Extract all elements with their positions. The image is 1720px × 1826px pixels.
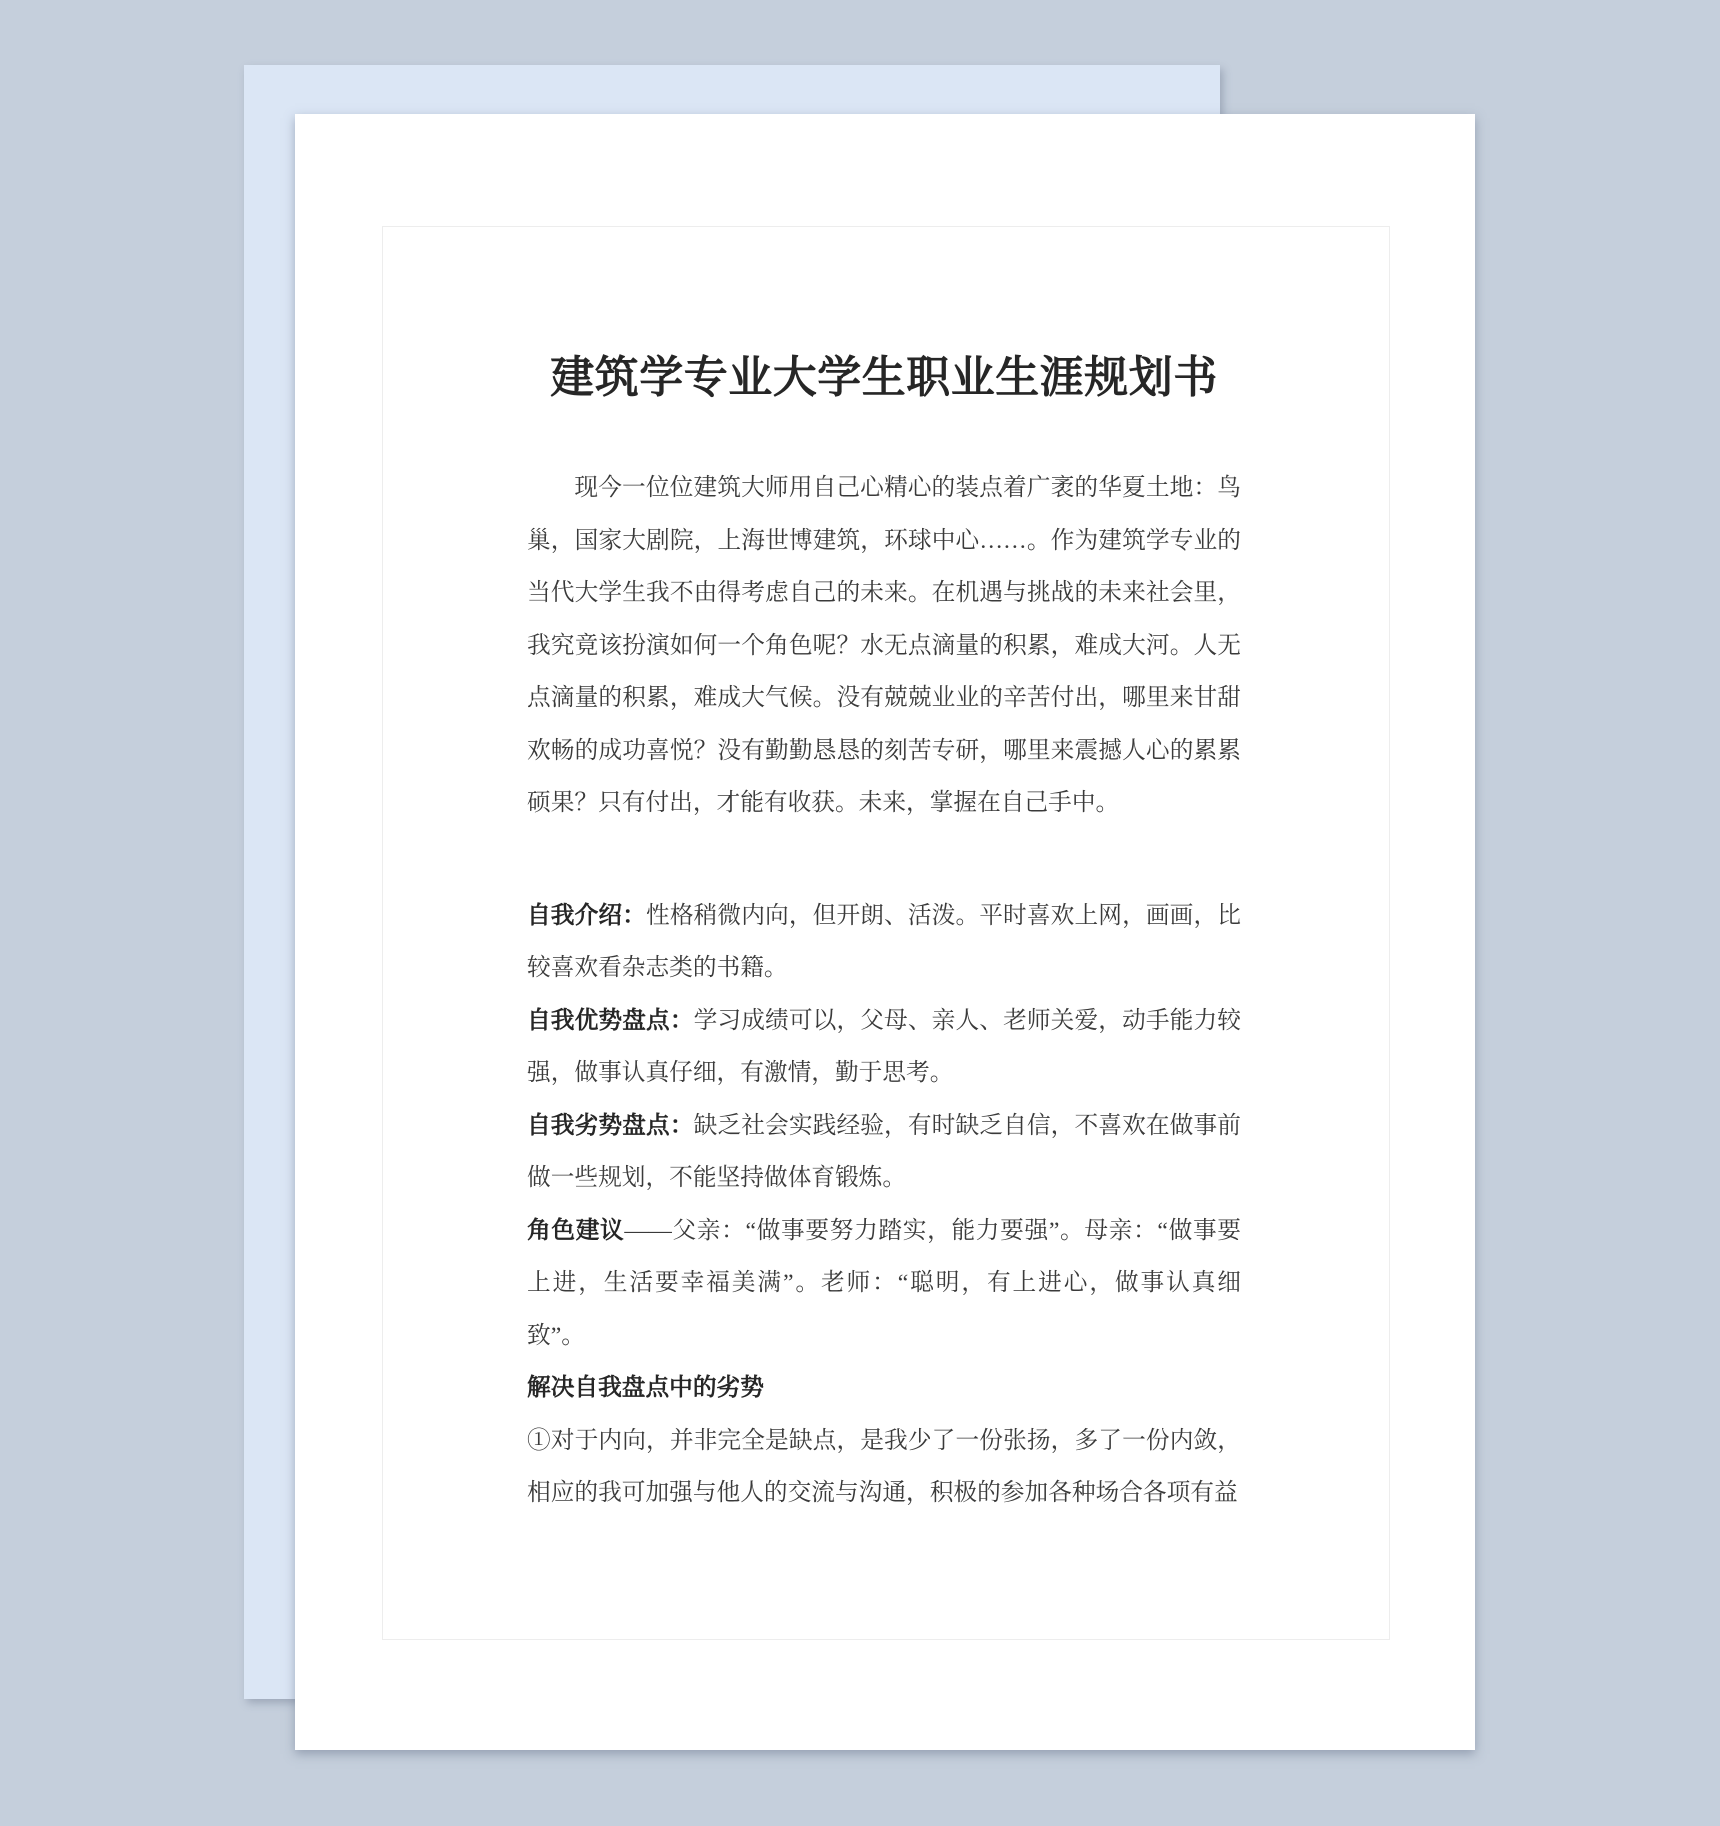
subheading-solve-weaknesses: 解决自我盘点中的劣势 <box>527 1375 764 1401</box>
section-text: ——父亲：“做事要努力踏实，能力要强”。母亲：“做事要上进，生活要幸福美满”。老师：“聪明，有上进心，做事认真细致”。 <box>527 1217 1241 1349</box>
section-text: 学习成绩可以，父母、亲人、老师关爱，动手能力较强，做事认真仔细，有激情，勤于思考。 <box>527 1007 1241 1086</box>
section-label: 自我优势盘点： <box>527 1007 694 1034</box>
section-text: 缺乏社会实践经验，有时缺乏自信，不喜欢在做事前做一些规划，不能坚持做体育锻炼。 <box>527 1112 1241 1191</box>
section-role-advice <box>527 1205 1241 1363</box>
section-label: 角色建议 <box>527 1217 625 1244</box>
section-label: 自我劣势盘点： <box>527 1112 694 1139</box>
list-item-1: ①对于内向，并非完全是缺点，是我少了一份张扬，多了一份内敛，相应的我可加强与他人的交流与沟通，积极的参加各种场合各项有益 <box>527 1427 1241 1506</box>
intro-paragraph: 现今一位位建筑大师用自己心精心的装点着广袤的华夏土地：鸟巢，国家大剧院，上海世博建筑，环球中心……。作为建筑学专业的当代大学生我不由得考虑自己的未来。在机遇与挑战的未来社会里，我究竟该扮演如何一个角色呢？水无点滴量的积累，难成大河。人无点滴量的积累，难成大气候。没有兢兢业业的辛苦付出，哪里来甘甜欢畅的成功喜悦？没有勤勤恳恳的刻苦专研，哪里来震撼人心的累累硕果？只有付出，才能有收获。未来，掌握在自己手中。 <box>527 475 1241 816</box>
section-self-strengths <box>527 995 1241 1100</box>
section-label: 自我介绍： <box>527 902 647 929</box>
document-title: 建筑学专业大学生职业生涯规划书 <box>550 353 1218 402</box>
document-page <box>295 114 1475 1750</box>
section-text: 性格稍微内向，但开朗、活泼。平时喜欢上网，画画，比较喜欢看杂志类的书籍。 <box>527 902 1241 981</box>
section-self-weaknesses <box>527 1100 1241 1205</box>
section-self-introduction <box>527 890 1241 995</box>
document-content <box>527 114 1241 1520</box>
